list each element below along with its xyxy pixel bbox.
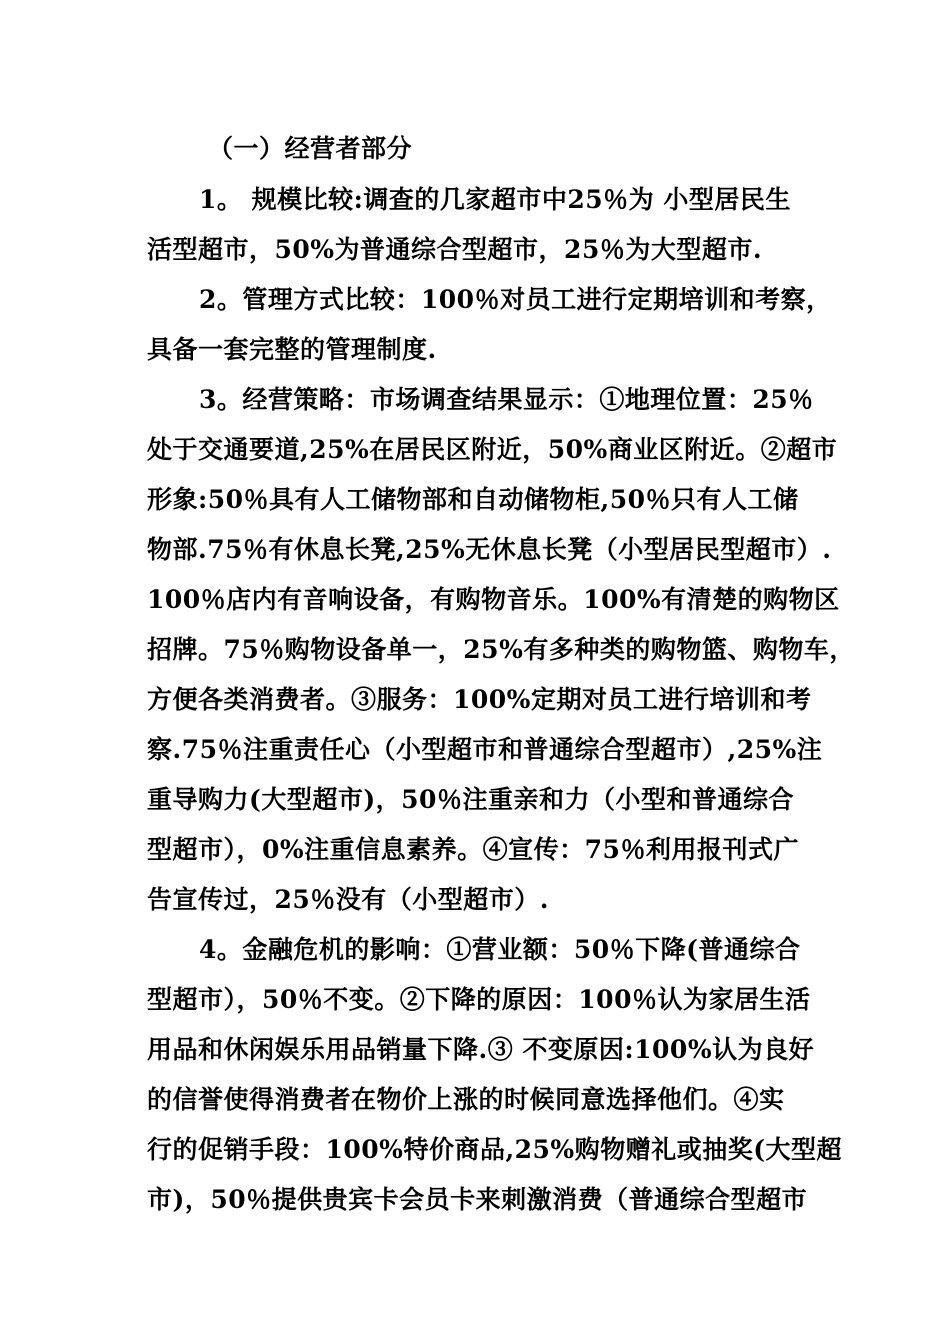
paragraph-line: 100％店内有音响设备，有购物音乐。100%有清楚的购物区: [147, 585, 840, 614]
paragraph-line: 物部.75％有休息长凳,25%无休息长凳（小型居民型超市）.: [147, 535, 832, 564]
paragraph-line: 4。金融危机的影响：①营业额：50％下降(普通综合: [199, 935, 801, 964]
paragraph-line: 处于交通要道,25%在居民区附近，50%商业区附近。②超市: [147, 435, 838, 464]
paragraph-line: 3。经营策略：市场调查结果显示：①地理位置：25％: [199, 385, 814, 414]
paragraph-line: 告宣传过，25％没有（小型超市）.: [147, 885, 549, 914]
paragraph-line: 用品和休闲娱乐用品销量下降.③ 不变原因:100%认为良好: [147, 1035, 815, 1064]
paragraph-line: 招牌。75％购物设备单一，25%有多种类的购物篮、购物车，: [147, 635, 855, 664]
paragraph-line: 重导购力(大型超市)，50％注重亲和力（小型和普通综合: [147, 785, 794, 814]
paragraph-line: 市)，50％提供贵宾卡会员卡来刺激消费（普通综合型超市: [147, 1185, 808, 1214]
section-heading: （一）经营者部分: [208, 134, 413, 163]
paragraph-line: 型超市），50％不变。②下降的原因：100％认为家居生活: [147, 985, 811, 1014]
paragraph-line: 的信誉使得消费者在物价上涨的时候同意选择他们。④实: [147, 1085, 785, 1114]
paragraph-line: 活型超市，50%为普通综合型超市，25％为大型超市.: [147, 235, 763, 264]
paragraph-line: 2。管理方式比较：100％对员工进行定期培训和考察，: [199, 285, 832, 314]
paragraph-line: 察.75％注重责任心（小型超市和普通综合型超市）,25%注: [147, 735, 823, 764]
paragraph-line: 具备一套完整的管理制度.: [147, 335, 437, 364]
paragraph-line: 方便各类消费者。③服务：100%定期对员工进行培训和考: [147, 685, 812, 714]
paragraph-line: 行的促销手段：100%特价商品,25%购物赠礼或抽奖(大型超: [147, 1135, 843, 1164]
paragraph-line: 型超市），0%注重信息素养。④宣传：75％利用报刊式广: [147, 835, 799, 864]
paragraph-line: 1。 规模比较:调查的几家超市中25％为 小型居民生: [199, 185, 791, 214]
paragraph-line: 形象:50％具有人工储物部和自动储物柜,50％只有人工储: [147, 485, 799, 514]
